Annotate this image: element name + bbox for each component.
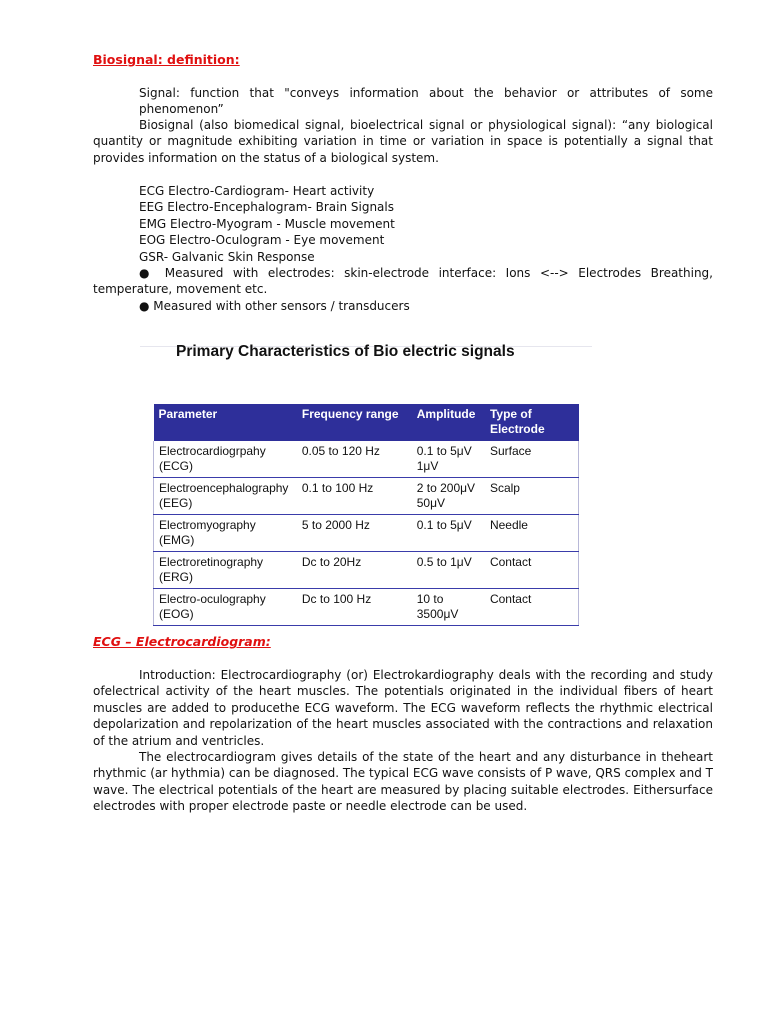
header-electrode: Type of Electrode [485,404,579,441]
table-row [154,515,579,552]
list-item: EOG Electro-Oculogram - Eye movement [139,233,385,248]
ecg-introduction: Introduction: Electrocardiography (or) Electrokardiography deals with the recording and study ofelectrical activity of the heart muscles. The potentials originated in the individual fibers of heart muscles are added to producethe ECG waveform. The ECG waveform reflects the rhythmic electrical depolarization and repolarization of the heart muscles associated with the contractions and relaxation of the atrium and ventricles. [93,668,713,748]
list-item: EMG Electro-Myogram - Muscle movement [139,216,395,231]
table-row [154,589,579,626]
cell-amplitude: 0.1 to 5μV 1μV [412,441,485,478]
header-frequency: Frequency range [297,404,412,441]
signal-type-list [139,183,395,265]
cell-amplitude: 0.5 to 1μV [412,552,485,589]
cell-amplitude: 10 to 3500μV [412,589,485,626]
list-item: EEG Electro-Encephalogram- Brain Signals [139,200,394,215]
table-row [154,552,579,589]
list-item: ECG Electro-Cardiogram- Heart activity [139,184,375,198]
cell-frequency: Dc to 100 Hz [297,589,412,626]
cell-electrode: Contact [485,552,579,589]
bullet-sensors: ● Measured with other sensors / transducers [139,299,410,313]
cell-electrode: Scalp [485,478,579,515]
biosignal-definition: Biosignal (also biomedical signal, bioelectrical signal or physiological signal): “any biological quantity or magnitude exhibiting variation in time or variation in space is potentially a signal that provides information on the status of a biological system. [93,118,713,165]
bullet-electrodes: ● Measured with electrodes: skin-electrode interface: Ions <--> Electrodes Breathing, temperature, movement etc. [93,266,713,297]
cell-electrode: Needle [485,515,579,552]
ecg-details: The electrocardiogram gives details of the state of the heart and any disturbance in theheart rhythmic (ar hythmia) can be diagnosed. The typical ECG wave consists of P wave, QRS complex and T wave. The electrical potentials of the heart are measured by placing suitable electrodes. Eithersurface electrodes with proper electrode paste or needle electrode can be used. [93,750,713,814]
cell-frequency: 5 to 2000 Hz [297,515,412,552]
cell-frequency: Dc to 20Hz [297,552,412,589]
table-row [154,478,579,515]
header-parameter: Parameter [154,404,297,441]
header-amplitude: Amplitude [412,404,485,441]
figure-title: Primary Characteristics of Bio electric signals [176,343,515,360]
cell-amplitude: 0.1 to 5μV [412,515,485,552]
cell-electrode: Surface [485,441,579,478]
signal-definition: Signal: function that "conveys information about the behavior or attributes of some phenomenon” [139,86,713,117]
bioelectric-signals-table [153,404,579,626]
cell-frequency: 0.05 to 120 Hz [297,441,412,478]
cell-parameter: Electroencephalography (EEG) [154,478,297,515]
cell-amplitude: 2 to 200μV 50μV [412,478,485,515]
cell-electrode: Contact [485,589,579,626]
list-item: GSR- Galvanic Skin Response [139,249,315,264]
table-header-row [154,404,579,441]
cell-frequency: 0.1 to 100 Hz [297,478,412,515]
table-row [154,441,579,478]
ecg-heading: ECG – Electrocardiogram: [93,634,271,649]
cell-parameter: Electro-oculography (EOG) [154,589,297,626]
biosignal-definition-heading: Biosignal: definition: [93,52,240,67]
cell-parameter: Electrocardiogrpahy (ECG) [154,441,297,478]
cell-parameter: Electroretinography (ERG) [154,552,297,589]
cell-parameter: Electromyography (EMG) [154,515,297,552]
